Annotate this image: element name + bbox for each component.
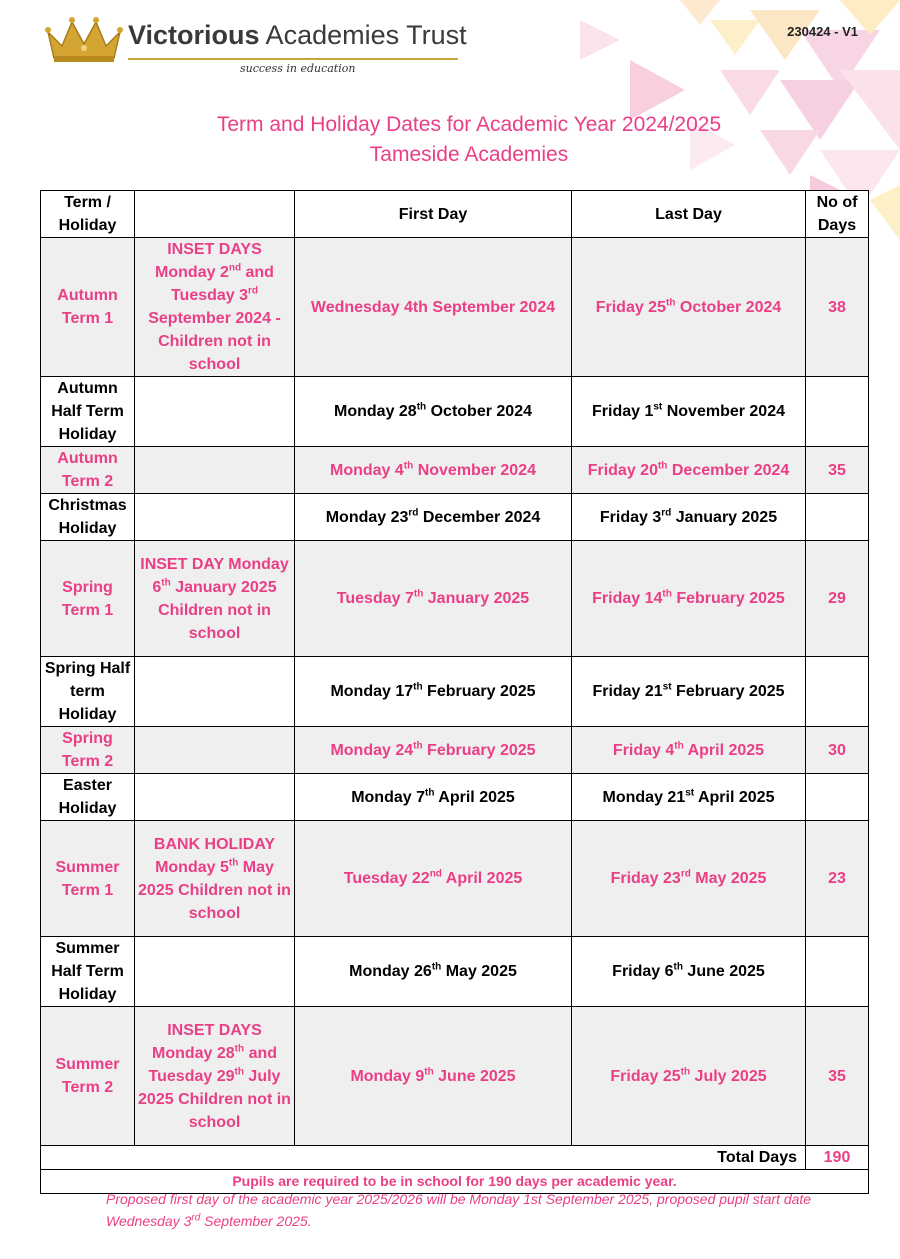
table-header-row: [41, 191, 869, 238]
last-day-cell: Friday 25th July 2025: [572, 1007, 806, 1146]
term-cell: Autumn Term 2: [41, 447, 135, 494]
table-row: [41, 377, 869, 447]
note-cell: INSET DAYS Monday 28th and Tuesday 29th July 2025 Children not in school: [135, 1007, 295, 1146]
term-cell: Easter Holiday: [41, 774, 135, 821]
term-cell: Christmas Holiday: [41, 494, 135, 541]
days-cell: 35: [806, 1007, 869, 1146]
last-day-cell: Friday 4th April 2025: [572, 727, 806, 774]
note-cell: [135, 937, 295, 1007]
days-cell: [806, 937, 869, 1007]
table-row: [41, 774, 869, 821]
days-cell: 35: [806, 447, 869, 494]
first-day-cell: Monday 17th February 2025: [295, 657, 572, 727]
note-cell: [135, 377, 295, 447]
note-cell: BANK HOLIDAY Monday 5th May 2025 Children not in school: [135, 821, 295, 937]
term-dates-table: [40, 190, 869, 1194]
crown-icon: [44, 14, 124, 64]
term-cell: Spring Term 2: [41, 727, 135, 774]
last-day-cell: Friday 25th October 2024: [572, 238, 806, 377]
term-cell: Autumn Term 1: [41, 238, 135, 377]
table-row: [41, 727, 869, 774]
term-cell: Summer Half Term Holiday: [41, 937, 135, 1007]
table-row: [41, 821, 869, 937]
term-cell: Spring Half term Holiday: [41, 657, 135, 727]
last-day-cell: Friday 6th June 2025: [572, 937, 806, 1007]
note-cell: INSET DAY Monday 6th January 2025 Children not in school: [135, 541, 295, 657]
days-cell: 30: [806, 727, 869, 774]
page-subtitle: Tameside Academies: [369, 143, 569, 166]
last-day-cell: Friday 1st November 2024: [572, 377, 806, 447]
header-last-day: Last Day: [572, 191, 806, 238]
pupils-note: Pupils are required to be in school for 190 days per academic year.: [41, 1170, 869, 1194]
brand-underline: [128, 58, 458, 60]
trust-logo: [44, 14, 474, 84]
term-cell: Summer Term 2: [41, 1007, 135, 1146]
footnote: Proposed first day of the academic year 2025/2026 will be Monday 1st September 2025, proposed pupil start date Wednesday 3rd September 2025.: [106, 1191, 812, 1229]
brand-name: Victorious Academies Trust: [128, 20, 467, 50]
version-label: 230424 - V1: [787, 24, 858, 39]
table-row: [41, 937, 869, 1007]
header-days: No of Days: [806, 191, 869, 238]
note-cell: [135, 774, 295, 821]
first-day-cell: Monday 26th May 2025: [295, 937, 572, 1007]
days-cell: 38: [806, 238, 869, 377]
table-row: [41, 1007, 869, 1146]
note-cell: [135, 447, 295, 494]
table-row: [41, 494, 869, 541]
first-day-cell: Tuesday 7th January 2025: [295, 541, 572, 657]
table-row: [41, 657, 869, 727]
last-day-cell: Friday 14th February 2025: [572, 541, 806, 657]
last-day-cell: Monday 21st April 2025: [572, 774, 806, 821]
first-day-cell: Wednesday 4th September 2024: [295, 238, 572, 377]
last-day-cell: Friday 20th December 2024: [572, 447, 806, 494]
total-row: [41, 1146, 869, 1170]
term-cell: Autumn Half Term Holiday: [41, 377, 135, 447]
header-first-day: First Day: [295, 191, 572, 238]
days-cell: [806, 494, 869, 541]
first-day-cell: Monday 23rd December 2024: [295, 494, 572, 541]
page-title: Term and Holiday Dates for Academic Year 2024/2025: [216, 113, 722, 136]
first-day-cell: Tuesday 22nd April 2025: [295, 821, 572, 937]
first-day-cell: Monday 4th November 2024: [295, 447, 572, 494]
table-row: [41, 447, 869, 494]
table-row: [41, 541, 869, 657]
first-day-cell: Monday 28th October 2024: [295, 377, 572, 447]
term-cell: Summer Term 1: [41, 821, 135, 937]
days-cell: [806, 774, 869, 821]
last-day-cell: Friday 23rd May 2025: [572, 821, 806, 937]
days-cell: [806, 377, 869, 447]
note-cell: [135, 657, 295, 727]
total-label: Total Days: [41, 1146, 806, 1170]
note-cell: [135, 494, 295, 541]
last-day-cell: Friday 21st February 2025: [572, 657, 806, 727]
table-row: [41, 238, 869, 377]
first-day-cell: Monday 7th April 2025: [295, 774, 572, 821]
days-cell: 23: [806, 821, 869, 937]
note-cell: [135, 727, 295, 774]
header-note: [135, 191, 295, 238]
days-cell: [806, 657, 869, 727]
header-term: Term / Holiday: [41, 191, 135, 238]
tagline: success in education: [240, 62, 356, 75]
first-day-cell: Monday 24th February 2025: [295, 727, 572, 774]
total-value: 190: [806, 1146, 869, 1170]
term-cell: Spring Term 1: [41, 541, 135, 657]
last-day-cell: Friday 3rd January 2025: [572, 494, 806, 541]
first-day-cell: Monday 9th June 2025: [295, 1007, 572, 1146]
days-cell: 29: [806, 541, 869, 657]
note-cell: INSET DAYS Monday 2nd and Tuesday 3rd September 2024 - Children not in school: [135, 238, 295, 377]
